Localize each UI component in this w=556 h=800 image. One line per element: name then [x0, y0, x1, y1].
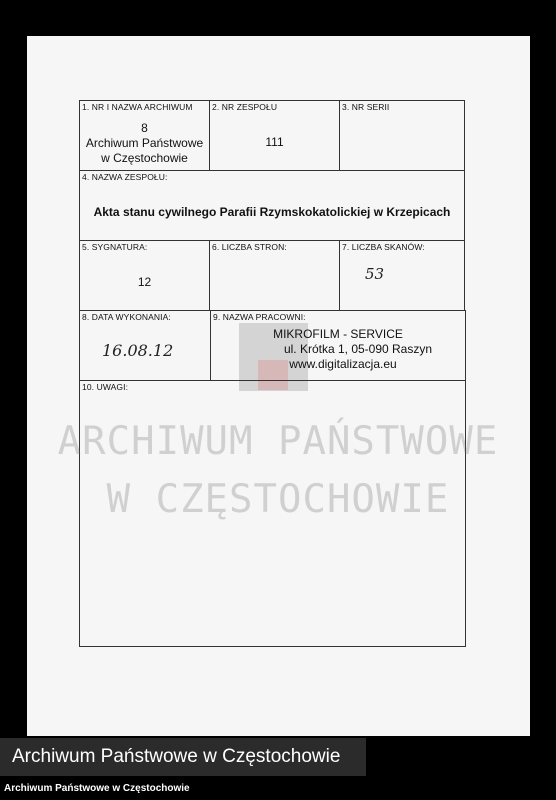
date-handwritten: 16.08.12 [102, 341, 174, 360]
field-scan-count-label: 7. LICZBA SKANÓW: [342, 242, 425, 252]
lab-stamp-text [210, 327, 466, 372]
lab-name: MIKROFILM - SERVICE [273, 327, 403, 341]
lab-address: ul. Krótka 1, 05-090 Raszyn [283, 342, 433, 356]
field-date-label: 8. DATA WYKONANIA: [82, 312, 171, 322]
field-remarks-label: 10. UWAGI: [82, 382, 129, 392]
fonds-number: 111 [265, 135, 284, 149]
footer-title: Archiwum Państwowe w Częstochowie [12, 746, 341, 767]
field-lab-name-label: 9. NAZWA PRACOWNI: [213, 312, 306, 322]
field-archive [79, 100, 210, 171]
archive-name-line1: Archiwum Państwowe [85, 136, 204, 150]
field-fonds-number-label: 2. NR ZESPOŁU [212, 102, 278, 112]
field-signature-label: 5. SYGNATURA: [82, 242, 148, 252]
lab-website: www.digitalizacja.eu [289, 357, 397, 371]
footer-caption: Archiwum Państwowe w Częstochowie [4, 783, 190, 794]
field-series [339, 100, 465, 171]
field-page-count-label: 6. LICZBA STRON: [212, 242, 287, 252]
fonds-name: Akta stanu cywilnego Parafii Rzymskokatolickiej w Krzepicach [93, 205, 451, 219]
field-fonds-name-label: 4. NAZWA ZESPOŁU: [82, 172, 168, 182]
watermark-line1: ARCHIWUM PAŃSTWOWE [57, 419, 499, 464]
field-fonds-number [209, 100, 340, 171]
signature-value: 12 [137, 275, 152, 289]
field-signature [79, 240, 210, 311]
field-scan-count [339, 240, 465, 311]
field-page-count [209, 240, 340, 311]
field-fonds-name [79, 170, 465, 241]
field-archive-label: 1. NR I NAZWA ARCHIWUM [82, 102, 193, 112]
archive-name-line2: w Częstochowie [101, 151, 188, 165]
field-series-label: 3. NR SERII [342, 102, 390, 112]
scan-count-handwritten: 53 [365, 265, 385, 283]
archive-number: 8 [141, 121, 148, 135]
watermark-line2: W CZĘSTOCHOWIE [106, 477, 450, 522]
field-date [79, 310, 211, 381]
